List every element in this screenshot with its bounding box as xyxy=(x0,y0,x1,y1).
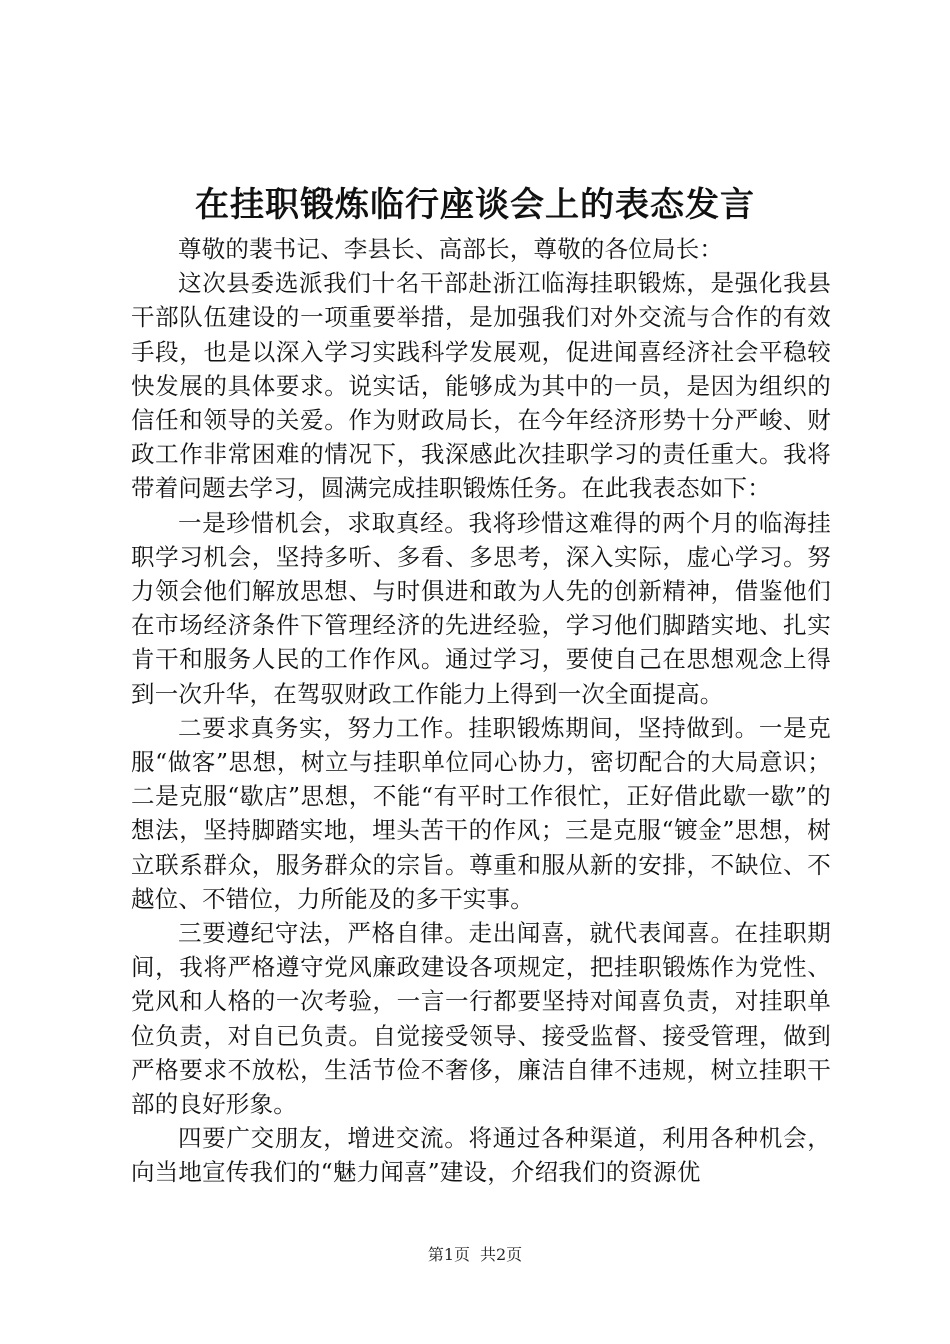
point-two-paragraph: 二要求真务实，努力工作。挂职锻炼期间，坚持做到。一是克服“做客”思想，树立与挂职单位同心协力，密切配合的大局意识；二是克服“歇店”思想，不能“有平时工作很忙，正好借此歇一歇”的想法，坚持脚踏实地，埋头苦干的作风；三是克服“镀金”思想，树立联系群众，服务群众的宗旨。尊重和服从新的安排，不缺位、不越位、不错位，力所能及的多干实事。 xyxy=(131,713,831,913)
point-four-paragraph: 四要广交朋友，增进交流。将通过各种渠道，利用各种机会，向当地宣传我们的“魅力闻喜”建设，介绍我们的资源优 xyxy=(131,1124,831,1187)
point-one-paragraph: 一是珍惜机会，求取真经。我将珍惜这难得的两个月的临海挂职学习机会，坚持多听、多看、多思考，深入实际，虚心学习。努力领会他们解放思想、与时俱进和敢为人先的创新精神，借鉴他们在市场经济条件下管理经济的先进经验，学习他们脚踏实地、扎实肯干和服务人民的工作作风。通过学习，要使自己在思想观念上得到一次升华，在驾驭财政工作能力上得到一次全面提高。 xyxy=(131,508,831,708)
document-body xyxy=(131,232,831,1190)
page-footer xyxy=(0,1244,950,1266)
intro-paragraph: 这次县委选派我们十名干部赴浙江临海挂职锻炼，是强化我县干部队伍建设的一项重要举措，是加强我们对外交流与合作的有效手段，也是以深入学习实践科学发展观，促进闻喜经济社会平稳较快发展的具体要求。说实话，能够成为其中的一员，是因为组织的信任和领导的关爱。作为财政局长，在今年经济形势十分严峻、财政工作非常困难的情况下，我深感此次挂职学习的责任重大。我将带着问题去学习，圆满完成挂职锻炼任务。在此我表态如下： xyxy=(131,269,831,503)
document-title: 在挂职锻炼临行座谈会上的表态发言 xyxy=(195,185,755,225)
page-number-total: 共2页 xyxy=(480,1245,523,1264)
page-number-current: 第1页 xyxy=(427,1245,470,1264)
point-three-paragraph: 三要遵纪守法，严格自律。走出闻喜，就代表闻喜。在挂职期间，我将严格遵守党风廉政建设各项规定，把挂职锻炼作为党性、党风和人格的一次考验，一言一行都要坚持对闻喜负责，对挂职单位负责，对自已负责。自觉接受领导、接受监督、接受管理，做到严格要求不放松，生活节俭不奢侈，廉洁自律不违规，树立挂职干部的良好形象。 xyxy=(131,919,831,1119)
salutation-paragraph: 尊敬的裴书记、李县长、高部长，尊敬的各位局长： xyxy=(178,235,724,263)
